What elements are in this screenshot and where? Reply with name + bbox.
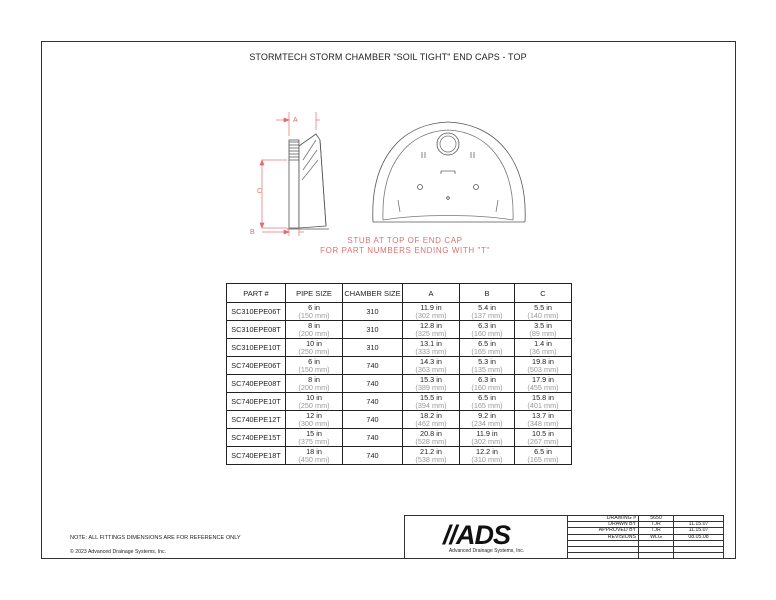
cell-part-value: SC310EPE10T xyxy=(231,342,281,352)
cell-c-value: 19.8 in xyxy=(532,356,554,366)
cell-b-metric: (135 mm) xyxy=(471,364,503,374)
cell-a xyxy=(403,411,460,429)
cell-pipe-size-value: 18 in xyxy=(306,446,322,456)
table-body xyxy=(227,303,572,465)
title-block xyxy=(567,515,724,559)
cell-part xyxy=(227,393,286,411)
cell-a-value: 11.9 in xyxy=(420,302,442,312)
cell-c-value: 3.5 in xyxy=(534,320,552,330)
cell-c-value: 5.5 in xyxy=(534,302,552,312)
cell-part-value: SC740EPE10T xyxy=(231,396,281,406)
stub-note-line-1: STUB AT TOP OF END CAP xyxy=(347,236,463,245)
cell-b xyxy=(460,447,515,465)
cell-c xyxy=(515,357,572,375)
ads-logo-subtitle: Advanced Drainage Systems, Inc. xyxy=(448,548,525,554)
cell-pipe-size-metric: (450 mm) xyxy=(298,454,330,464)
cell-chamber-size-value: 740 xyxy=(366,450,379,460)
cell-a-value: 12.8 in xyxy=(420,320,442,330)
cell-c xyxy=(515,429,572,447)
title-block-v2 xyxy=(674,553,724,559)
cell-pipe-size xyxy=(286,339,343,357)
cell-c-value: 15.8 in xyxy=(532,392,554,402)
table-row xyxy=(227,447,572,465)
table-row xyxy=(227,411,572,429)
cell-a-metric: (325 mm) xyxy=(415,328,447,338)
cell-b-metric: (302 mm) xyxy=(471,436,503,446)
cell-b xyxy=(460,393,515,411)
cell-chamber-size-value: 740 xyxy=(366,396,379,406)
title-block-v2: 11.15.07 xyxy=(674,522,724,528)
cell-b xyxy=(460,339,515,357)
cell-a-value: 15.3 in xyxy=(420,374,442,384)
cell-pipe-size xyxy=(286,447,343,465)
cell-a-metric: (462 mm) xyxy=(415,418,447,428)
cell-b-value: 5.3 in xyxy=(478,356,496,366)
cell-a xyxy=(403,357,460,375)
header-a: A xyxy=(403,284,460,303)
cell-part-value: SC310EPE06T xyxy=(231,306,281,316)
cell-chamber-size xyxy=(343,447,403,465)
cell-c xyxy=(515,303,572,321)
front-view xyxy=(373,122,525,222)
table-header-row xyxy=(227,284,572,303)
cell-part xyxy=(227,303,286,321)
table-row xyxy=(227,339,572,357)
cell-pipe-size-value: 10 in xyxy=(306,392,322,402)
cell-chamber-size xyxy=(343,321,403,339)
cell-b-metric: (160 mm) xyxy=(471,382,503,392)
stub-note xyxy=(300,236,510,256)
cell-c-metric: (36 mm) xyxy=(529,346,557,356)
cell-a xyxy=(403,321,460,339)
table-row xyxy=(227,321,572,339)
stub-ribs xyxy=(289,142,299,160)
cell-a xyxy=(403,429,460,447)
cell-pipe-size xyxy=(286,429,343,447)
header-c: C xyxy=(515,284,572,303)
cell-b-value: 6.3 in xyxy=(478,320,496,330)
cell-part-value: SC740EPE06T xyxy=(231,360,281,370)
cell-part-value: SC740EPE12T xyxy=(231,414,281,424)
side-view xyxy=(287,134,329,229)
title-block-v1: TJR xyxy=(639,522,674,528)
table-row xyxy=(227,357,572,375)
cell-a-value: 15.5 in xyxy=(420,392,442,402)
table-row xyxy=(227,429,572,447)
title-block-label: DRAWN BY xyxy=(568,522,639,528)
cell-c xyxy=(515,393,572,411)
cell-chamber-size xyxy=(343,357,403,375)
cell-a xyxy=(403,447,460,465)
cell-part xyxy=(227,411,286,429)
cell-part xyxy=(227,447,286,465)
cell-c-metric: (165 mm) xyxy=(527,454,559,464)
title-block-row xyxy=(568,553,724,559)
cell-pipe-size-metric: (375 mm) xyxy=(298,436,330,446)
cell-b-value: 5.4 in xyxy=(478,302,496,312)
title-block-label: REVISIONS xyxy=(568,534,639,540)
cell-b-value: 6.3 in xyxy=(478,374,496,384)
cell-c-value: 1.4 in xyxy=(534,338,552,348)
cell-pipe-size-metric: (250 mm) xyxy=(298,400,330,410)
cell-chamber-size xyxy=(343,339,403,357)
cell-a xyxy=(403,393,460,411)
cell-c xyxy=(515,375,572,393)
cell-pipe-size-metric: (150 mm) xyxy=(298,364,330,374)
cell-part xyxy=(227,339,286,357)
cell-pipe-size xyxy=(286,303,343,321)
cell-pipe-size-value: 6 in xyxy=(308,302,320,312)
cell-a-metric: (528 mm) xyxy=(415,436,447,446)
title-block-label xyxy=(568,553,639,559)
cell-pipe-size-value: 6 in xyxy=(308,356,320,366)
cell-c xyxy=(515,411,572,429)
cell-a-metric: (302 mm) xyxy=(415,310,447,320)
dimension-label-c: C xyxy=(257,188,263,195)
dimension-label-b: B xyxy=(250,229,255,236)
copyright: © 2023 Advanced Drainage Systems, Inc. xyxy=(70,549,167,555)
cell-b xyxy=(460,321,515,339)
cell-a-metric: (333 mm) xyxy=(415,346,447,356)
cell-b xyxy=(460,429,515,447)
cell-chamber-size xyxy=(343,393,403,411)
cell-a-metric: (363 mm) xyxy=(415,364,447,374)
title-block-v2: 08.05.08 xyxy=(674,534,724,540)
header-pipe-size: PIPE SIZE xyxy=(286,284,343,303)
cell-pipe-size-value: 12 in xyxy=(306,410,322,420)
cell-pipe-size xyxy=(286,411,343,429)
cell-c xyxy=(515,321,572,339)
title-block-v1: 5650 xyxy=(639,516,674,522)
cell-b-metric: (165 mm) xyxy=(471,400,503,410)
cell-part-value: SC740EPE08T xyxy=(231,378,281,388)
cell-c-metric: (267 mm) xyxy=(527,436,559,446)
cell-chamber-size-value: 740 xyxy=(366,432,379,442)
ads-logo: //ADS xyxy=(443,520,511,550)
cell-c-value: 10.5 in xyxy=(532,428,554,438)
cell-chamber-size-value: 740 xyxy=(366,360,379,370)
header-chamber-size: CHAMBER SIZE xyxy=(343,284,403,303)
cell-c-metric: (503 mm) xyxy=(527,364,559,374)
cell-b-metric: (310 mm) xyxy=(471,454,503,464)
end-cap-spec-table xyxy=(226,283,572,465)
cell-chamber-size-value: 740 xyxy=(366,378,379,388)
table-row xyxy=(227,393,572,411)
cell-part xyxy=(227,321,286,339)
cell-a-value: 14.3 in xyxy=(420,356,442,366)
dimension-label-a: A xyxy=(293,117,298,124)
table-row xyxy=(227,303,572,321)
cell-a-value: 20.8 in xyxy=(420,428,442,438)
cell-pipe-size-metric: (200 mm) xyxy=(298,328,330,338)
cell-pipe-size-metric: (200 mm) xyxy=(298,382,330,392)
cell-a-metric: (538 mm) xyxy=(415,454,447,464)
title-block-body xyxy=(568,516,724,559)
cell-c-value: 6.5 in xyxy=(534,446,552,456)
cell-c-metric: (89 mm) xyxy=(529,328,557,338)
cell-a xyxy=(403,339,460,357)
cell-a-metric: (389 mm) xyxy=(415,382,447,392)
cell-b xyxy=(460,357,515,375)
cell-pipe-size-metric: (300 mm) xyxy=(298,418,330,428)
cell-b xyxy=(460,303,515,321)
title-block-v1 xyxy=(639,553,674,559)
cell-part xyxy=(227,357,286,375)
cell-chamber-size-value: 310 xyxy=(366,342,379,352)
cell-c-metric: (348 mm) xyxy=(527,418,559,428)
cell-part xyxy=(227,375,286,393)
cell-a-metric: (394 mm) xyxy=(415,400,447,410)
cell-a xyxy=(403,303,460,321)
cell-pipe-size-value: 8 in xyxy=(308,320,320,330)
cell-pipe-size-metric: (250 mm) xyxy=(298,346,330,356)
cell-a-value: 13.1 in xyxy=(420,338,442,348)
reference-note: NOTE: ALL FITTINGS DIMENSIONS ARE FOR REFERENCE ONLY xyxy=(70,535,241,541)
cell-b-value: 6.5 in xyxy=(478,392,496,402)
cell-b-metric: (137 mm) xyxy=(471,310,503,320)
cell-part xyxy=(227,429,286,447)
cell-part-value: SC740EPE18T xyxy=(231,450,281,460)
cell-c-metric: (401 mm) xyxy=(527,400,559,410)
cell-chamber-size-value: 310 xyxy=(366,324,379,334)
cell-pipe-size-value: 8 in xyxy=(308,374,320,384)
title-block-v2: 11.15.07 xyxy=(674,528,724,534)
cell-b-metric: (234 mm) xyxy=(471,418,503,428)
cell-pipe-size xyxy=(286,321,343,339)
cell-pipe-size xyxy=(286,375,343,393)
cell-pipe-size-value: 15 in xyxy=(306,428,322,438)
title-block-label: APPROVED BY xyxy=(568,528,639,534)
cell-c xyxy=(515,447,572,465)
cell-b xyxy=(460,411,515,429)
cell-chamber-size xyxy=(343,303,403,321)
cell-c-value: 17.9 in xyxy=(532,374,554,384)
cell-c-metric: (455 mm) xyxy=(527,382,559,392)
cell-b-value: 11.9 in xyxy=(476,428,498,438)
cell-pipe-size xyxy=(286,393,343,411)
drawing-title: STORMTECH STORM CHAMBER "SOIL TIGHT" END CAPS - TOP xyxy=(249,52,527,62)
cell-b-metric: (165 mm) xyxy=(471,346,503,356)
cell-b-value: 9.2 in xyxy=(478,410,496,420)
title-block-v1: WLG xyxy=(639,534,674,540)
cell-b-value: 6.5 in xyxy=(478,338,496,348)
cell-chamber-size-value: 310 xyxy=(366,306,379,316)
cell-b xyxy=(460,375,515,393)
cell-chamber-size-value: 740 xyxy=(366,414,379,424)
cell-b-value: 12.2 in xyxy=(476,446,498,456)
cell-c xyxy=(515,339,572,357)
table-row xyxy=(227,375,572,393)
title-block-v1: TJR xyxy=(639,528,674,534)
cell-c-value: 13.7 in xyxy=(532,410,554,420)
ads-logo-box xyxy=(404,515,567,559)
header-b: B xyxy=(460,284,515,303)
cell-c-metric: (140 mm) xyxy=(527,310,559,320)
cell-b-metric: (160 mm) xyxy=(471,328,503,338)
cell-chamber-size xyxy=(343,429,403,447)
cell-a-value: 18.2 in xyxy=(420,410,442,420)
cell-part-value: SC310EPE08T xyxy=(231,324,281,334)
title-block-label: DRAWING # xyxy=(568,516,639,522)
cell-a-value: 21.2 in xyxy=(420,446,442,456)
cell-pipe-size xyxy=(286,357,343,375)
cell-pipe-size-metric: (150 mm) xyxy=(298,310,330,320)
cell-chamber-size xyxy=(343,375,403,393)
header-part: PART # xyxy=(227,284,286,303)
cell-a xyxy=(403,375,460,393)
cell-chamber-size xyxy=(343,411,403,429)
cell-pipe-size-value: 10 in xyxy=(306,338,322,348)
stub-note-line-2: FOR PART NUMBERS ENDING WITH "T" xyxy=(320,246,490,255)
cell-part-value: SC740EPE15T xyxy=(231,432,281,442)
